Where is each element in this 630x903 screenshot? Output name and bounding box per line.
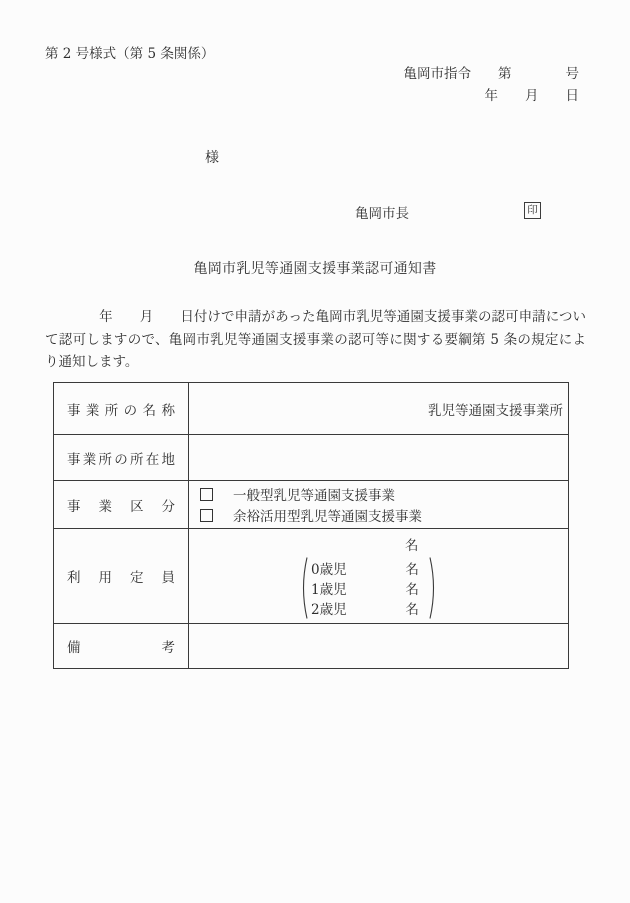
capacity-age-0	[311, 558, 419, 578]
capacity-total-unit: 名	[405, 538, 419, 554]
right-parenthesis-icon	[429, 556, 438, 620]
table-row-name	[54, 383, 569, 435]
directive-header	[404, 63, 580, 107]
category-option-surplus	[189, 505, 568, 526]
category-option-surplus-label: 余裕活用型乳児等通園支援事業	[233, 509, 422, 525]
capacity-age-0-unit: 名	[405, 562, 419, 578]
capacity-age-1-label: 1歳児	[311, 582, 347, 598]
table-row-address	[54, 435, 569, 481]
left-parenthesis-icon	[299, 556, 308, 620]
capacity-age-2	[311, 598, 419, 618]
document-title: 亀岡市乳児等通園支援事業認可通知書	[193, 261, 437, 277]
remarks-label: 備 考	[67, 640, 175, 656]
category-option-general	[189, 484, 568, 505]
capacity-age-2-label: 2歳児	[311, 602, 347, 618]
capacity-age-1-unit: 名	[405, 582, 419, 598]
directive-date-line: 年 月 日	[484, 88, 579, 104]
category-option-general-label: 一般型乳児等通園支援事業	[233, 488, 395, 504]
capacity-age-2-unit: 名	[405, 602, 419, 618]
table-row-capacity	[54, 529, 569, 624]
approval-details-table	[53, 382, 569, 669]
capacity-detail	[299, 532, 449, 620]
name-label: 事 業 所 の 名 称	[67, 402, 175, 419]
directive-number-line: 亀岡市指令 第 号	[403, 66, 579, 82]
capacity-age-0-label: 0歳児	[311, 562, 347, 578]
checkbox-general-icon[interactable]	[200, 488, 213, 501]
seal-stamp-icon: 印	[524, 202, 541, 219]
table-row-remarks	[54, 624, 569, 669]
table-row-category	[54, 481, 569, 529]
capacity-age-group	[299, 556, 449, 620]
category-label: 事 業 区 分	[67, 498, 175, 515]
mayor-label: 亀岡市長	[355, 206, 409, 222]
remarks-value	[189, 624, 569, 669]
checkbox-surplus-icon[interactable]	[200, 509, 213, 522]
addressee-suffix: 様	[205, 150, 219, 166]
capacity-label: 利 用 定 員	[67, 570, 175, 586]
body-paragraph: 年 月 日付けで申請があった亀岡市乳児等通園支援事業の認可申請について認可しますので、亀岡市乳児等通園支援事業の認可等に関する要綱第 5 条の規定により通知します。	[45, 309, 586, 370]
address-value	[189, 435, 569, 481]
capacity-age-1	[311, 578, 419, 598]
address-label: 事 業 所 の 所 在 地	[67, 451, 175, 468]
form-number: 第 2 号様式（第 5 条関係）	[45, 46, 215, 62]
name-value: 乳児等通園支援事業所	[428, 402, 563, 419]
